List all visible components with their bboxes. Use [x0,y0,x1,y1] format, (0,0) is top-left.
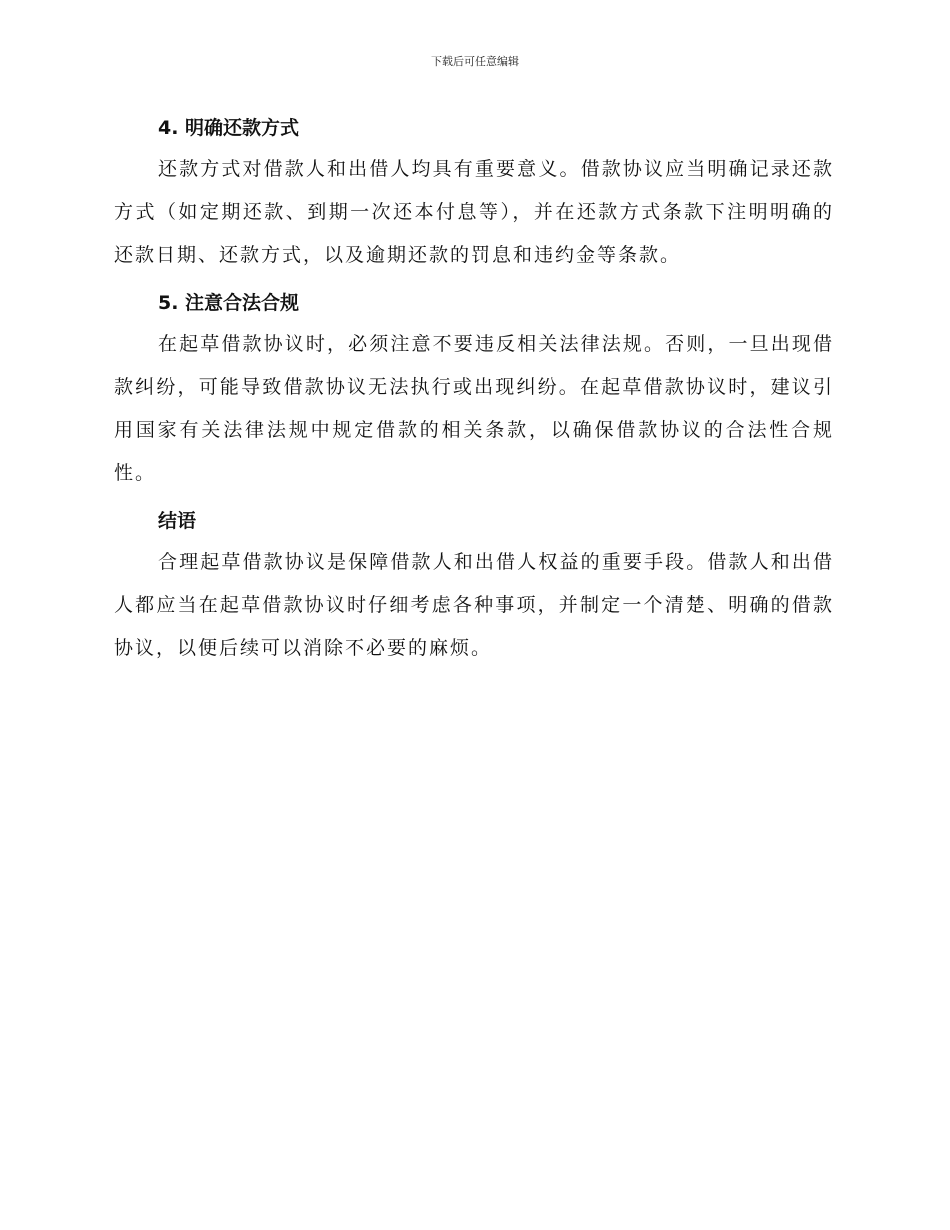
document-body [114,108,834,676]
section-repayment-method [114,108,834,277]
section-paragraph: 还款方式对借款人和出借人均具有重要意义。借款协议应当明确记录还款方式（如定期还款、到期一次还本付息等），并在还款方式条款下注明明确的还款日期、还款方式，以及逾期还款的罚息和违约金等条款。 [114,158,834,266]
section-paragraph: 在起草借款协议时，必须注意不要违反相关法律法规。否则，一旦出现借款纠纷，可能导致借款协议无法执行或出现纠纷。在起草借款协议时，建议引用国家有关法律法规中规定借款的相关条款，以确保借款协议的合法性合规性。 [114,333,834,484]
section-conclusion [114,501,834,670]
page-header: 下载后可任意编辑 [431,55,519,68]
section-paragraph: 合理起草借款协议是保障借款人和出借人权益的重要手段。借款人和出借人都应当在起草借款协议时仔细考虑各种事项，并制定一个清楚、明确的借款协议，以便后续可以消除不必要的麻烦。 [114,551,834,659]
section-heading: 结语 [158,510,197,532]
section-heading: 5. 注意合法合规 [158,292,300,314]
section-heading: 4. 明确还款方式 [158,117,300,139]
section-legal-compliance [114,283,834,495]
